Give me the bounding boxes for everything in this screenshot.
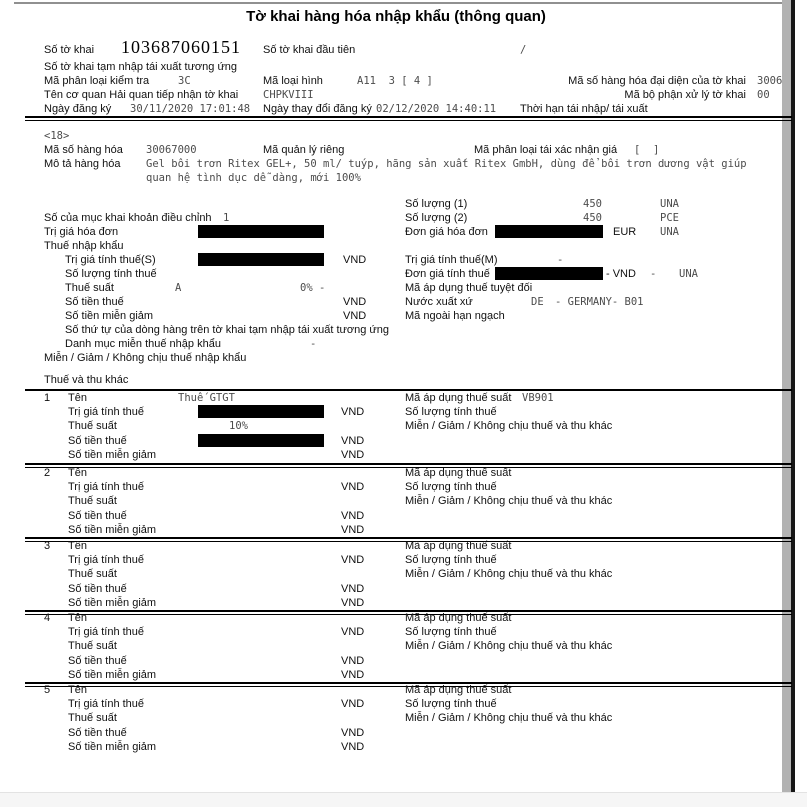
lbl-mien-giam-nhap-khau: Miễn / Giảm / Không chịu thuế nhập khẩu: [44, 352, 247, 364]
redacted-don-gia-tinh-thue: [495, 267, 603, 280]
lbl-ma-phan-loai-kiem-tra: Mã phân loại kiểm tra: [44, 75, 150, 87]
lbl-mien-giam-thu-khac: Miễn / Giảm / Không chịu thuế và thu khác: [405, 495, 613, 507]
lbl-ma-so-dai-dien: Mã số hàng hóa đại diện của tờ khai: [568, 75, 746, 87]
val-ma-ap-dung-thue-suat: VB901: [522, 392, 554, 404]
unit-so-tien-thue: VND: [341, 583, 365, 595]
lbl-tri-gia-tinh-thue-m: Trị giá tính thuế(M): [405, 254, 498, 266]
lbl-ma-ap-dung-thue-suat: Mã áp dụng thuế suất: [405, 612, 512, 624]
lbl-so-tien-mien-giam: Số tiền miễn giảm: [68, 449, 157, 461]
lbl-thoi-han-tai-nhap: Thời hạn tái nhập/ tái xuất: [520, 103, 648, 115]
lbl-ma-quan-ly-rieng: Mã quản lý riêng: [263, 144, 345, 156]
lbl-mien-giam-thu-khac: Miễn / Giảm / Không chịu thuế và thu khác: [405, 420, 613, 432]
code-thue-suat: A: [175, 282, 182, 294]
dash-don-gia-tinh-thue: -: [650, 268, 657, 280]
tax-section-title: Thuế và thu khác: [44, 374, 129, 386]
lbl-ten: Tên: [68, 467, 87, 479]
tax-row-number: 3: [44, 540, 51, 552]
tax-row-number: 4: [44, 612, 51, 624]
lbl-tam-nhap-tai-xuat: Số tờ khai tạm nhập tái xuất tương ứng: [44, 61, 238, 73]
tax-row-4: [0, 612, 807, 688]
lbl-thue-suat: Thuế suất: [68, 640, 117, 652]
val-co-quan-hai-quan: CHPKVIII: [263, 89, 314, 101]
lbl-so-luong-tinh-thue: Số lượng tính thuế: [405, 626, 497, 638]
unit-so-luong-2: PCE: [660, 212, 679, 224]
tax-row-number: 1: [44, 392, 51, 404]
lbl-so-tien-thue: Số tiền thuế: [68, 727, 127, 739]
lbl-ten: Tên: [68, 684, 87, 696]
lbl-mo-ta-hang-hoa: Mô tả hàng hóa: [44, 158, 121, 170]
tax-row-3: [0, 540, 807, 616]
unit-so-tien-mien-giam: VND: [341, 524, 365, 536]
unit-so-tien-mien-giam: VND: [341, 597, 365, 609]
lbl-tri-gia-tinh-thue: Trị giá tính thuế: [68, 626, 145, 638]
lbl-don-gia-hoa-don: Đơn giá hóa đơn: [405, 226, 488, 238]
suffix-don-gia-tinh-thue: - VND: [606, 268, 636, 280]
unit-so-tien-thue: VND: [341, 727, 365, 739]
unit-tri-gia-tinh-thue: VND: [341, 481, 365, 493]
lbl-so-luong-tinh-thue: Số lượng tính thuế: [405, 698, 497, 710]
lbl-danh-muc-mien-thue: Danh mục miễn thuế nhập khẩu: [65, 338, 221, 350]
val-so-luong-1: 450: [583, 198, 602, 210]
lbl-so-luong-tinh-thue: Số lượng tính thuế: [65, 268, 157, 280]
unit-tri-gia-tinh-thue: VND: [341, 626, 365, 638]
val-bo-phan-xu-ly: 00: [757, 89, 770, 101]
redacted-don-gia-hoa-don: [495, 225, 603, 238]
unit-tri-gia-tinh-thue: VND: [341, 554, 365, 566]
lbl-ma-ap-dung-tuyet-doi: Mã áp dụng thuế tuyệt đối: [405, 282, 533, 294]
val-thue-suat: 10%: [229, 420, 248, 432]
lbl-so-tien-thue: Số tiền thuế: [65, 296, 124, 308]
tax-row-5: [0, 684, 807, 760]
header-divider: [25, 116, 792, 121]
lbl-so-tien-thue: Số tiền thuế: [68, 510, 127, 522]
unit-tri-gia-tinh-thue-s: VND: [343, 254, 367, 266]
val-ma-so-hang-hoa: 30067000: [146, 144, 197, 156]
lbl-ma-ap-dung-thue-suat: Mã áp dụng thuế suất: [405, 467, 512, 479]
lbl-so-tien-mien-giam: Số tiền miễn giảm: [68, 669, 157, 681]
lbl-so-luong-tinh-thue: Số lượng tính thuế: [405, 481, 497, 493]
redacted-tri-gia-tinh-thue: [198, 405, 324, 418]
val-ngay-dang-ky: 30/11/2020 17:01:48: [130, 103, 251, 115]
tax-row-1: [0, 392, 807, 468]
val-thue-suat: 0% -: [300, 282, 326, 294]
lbl-thue-suat: Thuế suất: [68, 712, 117, 724]
lbl-don-gia-tinh-thue: Đơn giá tính thuế: [405, 268, 490, 280]
lbl-so-tien-thue: Số tiền thuế: [68, 435, 127, 447]
page-bottom-edge: [0, 792, 807, 807]
tax-row-2: [0, 467, 807, 543]
lbl-ma-so-hang-hoa: Mã số hàng hóa: [44, 144, 123, 156]
val-ma-so-dai-dien: 3006: [757, 75, 783, 87]
unit-so-tien-mien-giam: VND: [341, 449, 365, 461]
val-tri-gia-tinh-thue-m: -: [557, 254, 564, 266]
lbl-thue-suat: Thuế suất: [68, 420, 117, 432]
page-top-edge: [14, 2, 784, 4]
lbl-ma-loai-hinh: Mã loại hình: [263, 75, 323, 87]
lbl-mien-giam-thu-khac: Miễn / Giảm / Không chịu thuế và thu khác: [405, 712, 613, 724]
unit-so-tien-thue: VND: [341, 655, 365, 667]
lbl-thue-suat: Thuế suất: [68, 495, 117, 507]
val-danh-muc-mien-thue: -: [310, 338, 317, 350]
lbl-ma-ap-dung-thue-suat: Mã áp dụng thuế suất: [405, 684, 512, 696]
lbl-so-tien-mien-giam: Số tiền miễn giảm: [65, 310, 154, 322]
lbl-tri-gia-tinh-thue: Trị giá tính thuế: [68, 698, 145, 710]
lbl-mien-giam-thu-khac: Miễn / Giảm / Không chịu thuế và thu khác: [405, 640, 613, 652]
redacted-so-tien-thue: [198, 434, 324, 447]
lbl-so-tien-mien-giam: Số tiền miễn giảm: [68, 597, 157, 609]
lbl-so-luong-tinh-thue: Số lượng tính thuế: [405, 406, 497, 418]
val-ngay-thay-doi: 02/12/2020 14:40:11: [376, 103, 497, 115]
lbl-so-tien-mien-giam: Số tiền miễn giảm: [68, 741, 157, 753]
unit-so-luong-1: UNA: [660, 198, 679, 210]
unit-don-gia-tinh-thue: UNA: [679, 268, 698, 280]
lbl-thue-nhap-khau: Thuế nhập khẩu: [44, 240, 124, 252]
tax-row-number: 2: [44, 467, 51, 479]
lbl-so-tien-thue: Số tiền thuế: [68, 583, 127, 595]
val-mo-ta-line2: quan hệ tình dục dễ dàng, mới 100%: [146, 172, 361, 184]
lbl-mien-giam-thu-khac: Miễn / Giảm / Không chịu thuế và thu khác: [405, 568, 613, 580]
val-muc-khai-dieu-chinh: 1: [223, 212, 230, 224]
lbl-muc-khai-dieu-chinh: Số của mục khai khoản điều chỉnh: [44, 212, 212, 224]
val-so-luong-2: 450: [583, 212, 602, 224]
val-so-to-khai: 103687060151: [121, 37, 241, 57]
lbl-tri-gia-tinh-thue: Trị giá tính thuế: [68, 554, 145, 566]
lbl-so-tien-mien-giam: Số tiền miễn giảm: [68, 524, 157, 536]
tax-section-topline: [25, 389, 792, 391]
unit-don-gia-hoa-don: UNA: [660, 226, 679, 238]
lbl-ma-ap-dung-thue-suat: Mã áp dụng thuế suất: [405, 540, 512, 552]
unit-so-tien-thue: VND: [343, 296, 367, 308]
unit-so-tien-thue: VND: [341, 435, 365, 447]
lbl-nuoc-xuat-xu: Nước xuất xứ: [405, 296, 473, 308]
lbl-ngay-thay-doi: Ngày thay đổi đăng ký: [263, 103, 372, 115]
lbl-ma-ngoai-han-ngach: Mã ngoài hạn ngạch: [405, 310, 505, 322]
lbl-ten: Tên: [68, 392, 87, 404]
lbl-so-thu-tu-dong-hang: Số thứ tự của dòng hàng trên tờ khai tạm nhập tái xuất tương ứng: [65, 324, 389, 336]
lbl-ten: Tên: [68, 540, 87, 552]
lbl-tri-gia-tinh-thue: Trị giá tính thuế: [68, 481, 145, 493]
val-mo-ta-line1: Gel bôi trơn Ritex GEL+, 50 ml/ tuýp, hãng sản xuất Ritex GmbH, dùng để bôi trơn dương vật giúp: [146, 158, 747, 170]
code-nuoc-xuat-xu: DE: [531, 296, 544, 308]
item-section-tag: <18>: [44, 130, 70, 142]
lbl-ten: Tên: [68, 612, 87, 624]
page-title: Tờ khai hàng hóa nhập khẩu (thông quan): [246, 8, 546, 25]
lbl-bo-phan-xu-ly: Mã bộ phận xử lý tờ khai: [624, 89, 746, 101]
lbl-tri-gia-hoa-don: Trị giá hóa đơn: [44, 226, 119, 238]
lbl-tri-gia-tinh-thue-s: Trị giá tính thuế(S): [65, 254, 156, 266]
val-tai-xac-nhan-gia: [ ]: [634, 144, 660, 156]
lbl-ma-ap-dung-thue-suat: Mã áp dụng thuế suất: [405, 392, 512, 404]
lbl-tri-gia-tinh-thue: Trị giá tính thuế: [68, 406, 145, 418]
lbl-thue-suat: Thuế suất: [68, 568, 117, 580]
lbl-so-tien-thue: Số tiền thuế: [68, 655, 127, 667]
unit-so-tien-thue: VND: [341, 510, 365, 522]
unit-tri-gia-tinh-thue: VND: [341, 406, 365, 418]
unit-so-tien-mien-giam: VND: [343, 310, 367, 322]
lbl-so-luong-1: Số lượng (1): [405, 198, 468, 210]
lbl-so-luong-tinh-thue: Số lượng tính thuế: [405, 554, 497, 566]
tax-row-number: 5: [44, 684, 51, 696]
currency-don-gia-hoa-don: EUR: [613, 226, 637, 238]
lbl-so-to-khai-dau-tien: Số tờ khai đầu tiên: [263, 44, 356, 56]
lbl-ngay-dang-ky: Ngày đăng ký: [44, 103, 112, 115]
val-nuoc-xuat-xu: - GERMANY- B01: [555, 296, 644, 308]
lbl-co-quan-hai-quan: Tên cơ quan Hải quan tiếp nhận tờ khai: [44, 89, 239, 101]
redacted-tri-gia-hoa-don: [198, 225, 324, 238]
lbl-tai-xac-nhan-gia: Mã phân loại tái xác nhận giá: [474, 144, 618, 156]
val-ma-phan-loai-kiem-tra: 3C: [178, 75, 191, 87]
lbl-thue-suat: Thuế suất: [65, 282, 114, 294]
redacted-tri-gia-tinh-thue-s: [198, 253, 324, 266]
lbl-so-to-khai: Số tờ khai: [44, 44, 95, 56]
unit-tri-gia-tinh-thue: VND: [341, 698, 365, 710]
lbl-so-luong-2: Số lượng (2): [405, 212, 468, 224]
val-ten: Thuế GTGT: [178, 392, 235, 404]
val-so-to-khai-dau-tien: /: [520, 44, 527, 56]
unit-so-tien-mien-giam: VND: [341, 741, 365, 753]
val-ma-loai-hinh: A11 3 [ 4 ]: [357, 75, 433, 87]
unit-so-tien-mien-giam: VND: [341, 669, 365, 681]
